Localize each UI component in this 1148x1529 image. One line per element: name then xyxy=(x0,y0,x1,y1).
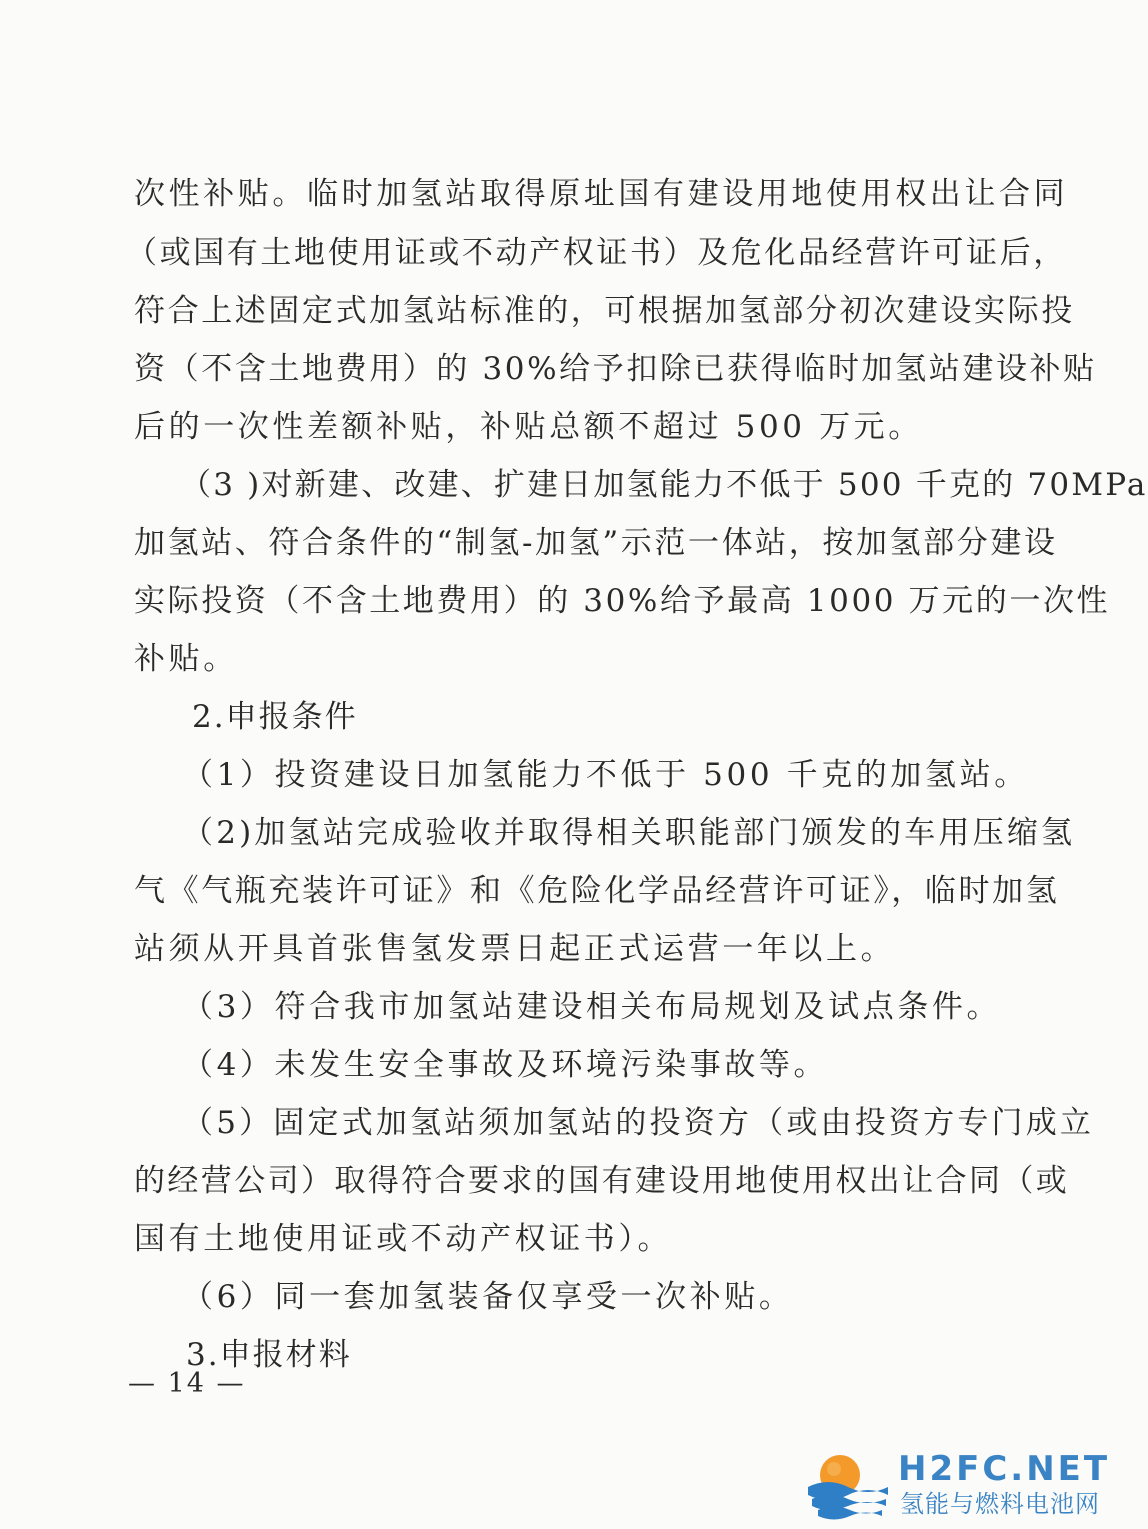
text-line: 后的一次性差额补贴，补贴总额不超过 500 万元。 xyxy=(134,409,923,445)
text-line: （6）同一套加氢装备仅享受一次补贴。 xyxy=(182,1279,794,1315)
text-line: 国有土地使用证或不动产权证书）。 xyxy=(134,1221,673,1257)
sun-waves-logo-icon xyxy=(806,1451,892,1519)
watermark-brand: H2FC.NET xyxy=(898,1449,1111,1489)
watermark-subtitle: 氢能与燃料电池网 xyxy=(900,1490,1100,1518)
section-heading: 2.申报条件 xyxy=(192,699,358,735)
text-line: （3 )对新建、改建、扩建日加氢能力不低于 500 千克的 70MPa xyxy=(180,467,1148,503)
section-heading: 3.申报材料 xyxy=(186,1337,352,1373)
text-line: 加氢站、符合条件的“制氢-加氢”示范一体站，按加氢部分建设 xyxy=(134,525,1058,561)
page-number: — 14 — xyxy=(128,1368,246,1399)
text-line: （或国有土地使用证或不动产权证书）及危化品经营许可证后， xyxy=(126,235,1067,271)
text-line: （1）投资建设日加氢能力不低于 500 千克的加氢站。 xyxy=(182,757,1029,793)
text-line: 资（不含土地费用）的 30%给予扣除已获得临时加氢站建设补贴 xyxy=(134,351,1097,387)
text-line: 补贴。 xyxy=(134,641,238,677)
text-line: 符合上述固定式加氢站标准的，可根据加氢部分初次建设实际投 xyxy=(134,293,1075,329)
text-line: 气《气瓶充装许可证》和《危险化学品经营许可证》，临时加氢 xyxy=(134,873,1060,909)
text-line: 的经营公司）取得符合要求的国有建设用地使用权出让合同（或 xyxy=(134,1163,1070,1199)
text-line: （3）符合我市加氢站建设相关布局规划及试点条件。 xyxy=(182,989,1002,1025)
text-line: 次性补贴。临时加氢站取得原址国有建设用地使用权出让合同 xyxy=(134,176,1069,212)
watermark xyxy=(806,1447,1111,1523)
text-line: （5）固定式加氢站须加氢站的投资方（或由投资方专门成立 xyxy=(182,1105,1095,1141)
text-line: （2)加氢站完成验收并取得相关职能部门颁发的车用压缩氢 xyxy=(182,815,1076,851)
text-line: 实际投资（不含土地费用）的 30%给予最高 1000 万元的一次性 xyxy=(134,583,1111,619)
text-line: 站须从开具首张售氢发票日起正式运营一年以上。 xyxy=(134,931,896,967)
text-line: （4）未发生安全事故及环境污染事故等。 xyxy=(182,1047,829,1083)
